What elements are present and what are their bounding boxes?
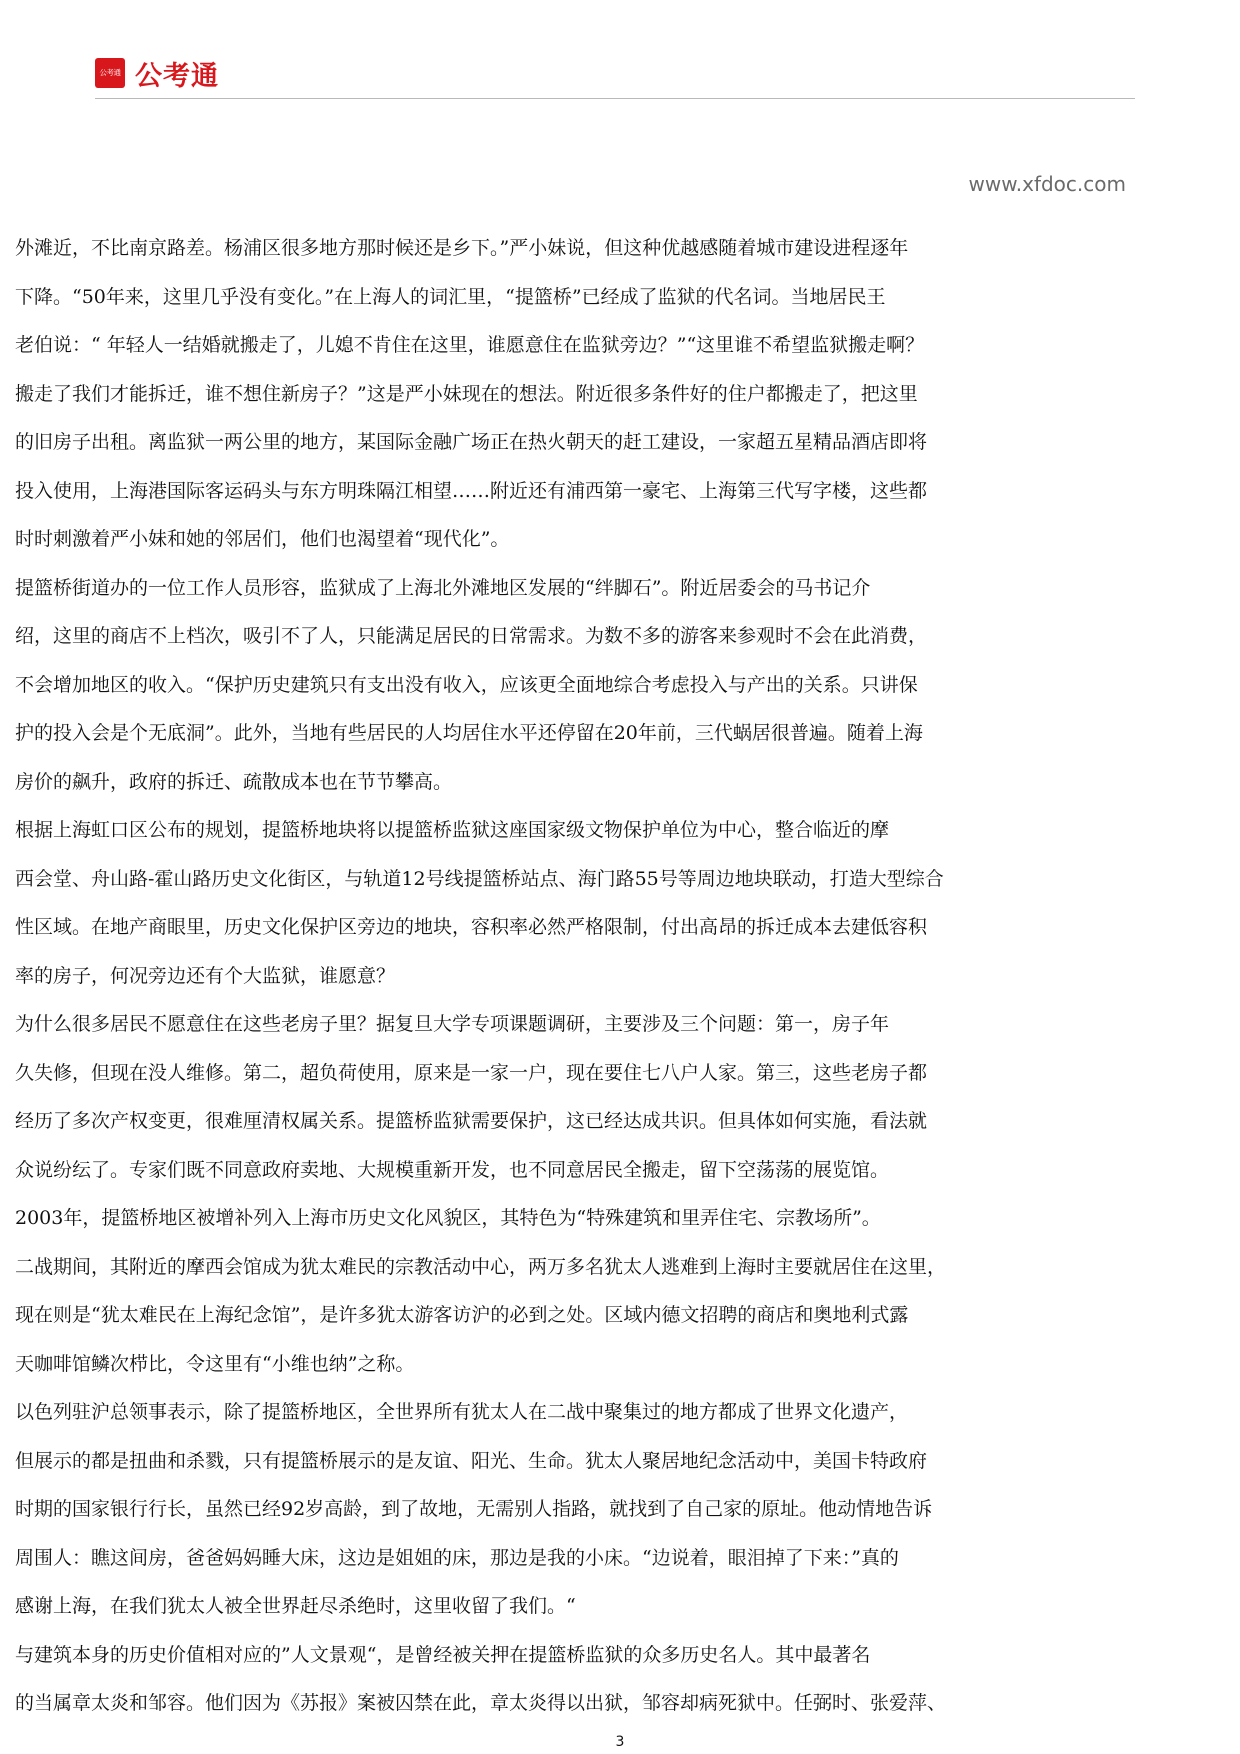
text-line: 现在则是“犹太难民在上海纪念馆”，是许多犹太游客访沪的必到之处。区域内德文招聘的商店和奥地利式露	[15, 1304, 909, 1326]
text-line: 二战期间，其附近的摩西会馆成为犹太难民的宗教活动中心，两万多名犹太人逃难到上海时主要就居住在这里，	[15, 1255, 947, 1278]
text-line: 众说纷纭了。专家们既不同意政府卖地、大规模重新开发，也不同意居民全搬走，留下空荡荡的展览馆。	[15, 1158, 890, 1181]
text-line: 天咖啡馆鳞次栉比，令这里有“小维也纳”之称。	[15, 1352, 415, 1375]
text-line: 时时刺激着严小妹和她的邻居们，他们也渴望着“现代化”。	[15, 528, 510, 550]
logo-icon: 公考通	[95, 58, 125, 88]
text-line: 时期的国家银行行长，虽然已经92岁高龄，到了故地，无需别人指路，就找到了自己家的原址。他动情地告诉	[15, 1498, 933, 1520]
page-header	[95, 58, 1135, 99]
text-line: 老伯说：“ 年轻人一结婚就搬走了，儿媳不肯住在这里，谁愿意住在监狱旁边？”“这里谁不希望监狱搬走啊？	[15, 334, 925, 356]
text-line: 与建筑本身的历史价值相对应的”人文景观“，是曾经被关押在提篮桥监狱的众多历史名人。其中最著名	[15, 1643, 871, 1666]
text-line: 投入使用，上海港国际客运码头与东方明珠隔江相望……附近还有浦西第一豪宅、上海第三代写字楼，这些都	[15, 479, 928, 502]
logo-text: 公考通	[135, 61, 219, 92]
text-line: 周围人：瞧这间房，爸爸妈妈睡大床，这边是姐姐的床，那边是我的小床。“边说着，眼泪掉了下来：”真的	[15, 1546, 899, 1569]
text-line: 搬走了我们才能拆迁，谁不想住新房子？”这是严小妹现在的想法。附近很多条件好的住户都搬走了，把这里	[15, 382, 918, 405]
text-line: 为什么很多居民不愿意住在这些老房子里？据复旦大学专项课题调研，主要涉及三个问题：第一，房子年	[15, 1013, 890, 1035]
text-line: 绍，这里的商店不上档次，吸引不了人，只能满足居民的日常需求。为数不多的游客来参观时不会在此消费，	[15, 625, 928, 647]
text-line: 的旧房子出租。离监狱一两公里的地方，某国际金融广场正在热火朝天的赶工建设，一家超五星精品酒店即将	[15, 431, 928, 453]
text-line: 以色列驻沪总领事表示，除了提篮桥地区，全世界所有犹太人在二战中聚集过的地方都成了世界文化遗产，	[15, 1401, 909, 1423]
text-line: 外滩近，不比南京路差。杨浦区很多地方那时候还是乡下。”严小妹说，但这种优越感随着城市建设进程逐年	[15, 237, 909, 259]
text-line: 率的房子，何况旁边还有个大监狱，谁愿意？	[15, 964, 396, 987]
text-line: 的当属章太炎和邹容。他们因为《苏报》案被囚禁在此，章太炎得以出狱，邹容却病死狱中。任弼时、张爱萍、	[15, 1692, 947, 1714]
text-line: 不会增加地区的收入。“保护历史建筑只有支出没有收入，应该更全面地综合考虑投入与产出的关系。只讲保	[15, 673, 918, 696]
text-line: 护的投入会是个无底洞”。此外，当地有些居民的人均居住水平还停留在20年前，三代蜗居很普遍。随着上海	[15, 722, 923, 744]
site-url: www.xfdoc.com	[968, 172, 1126, 196]
text-line: 根据上海虹口区公布的规划，提篮桥地块将以提篮桥监狱这座国家级文物保护单位为中心，整合临近的摩	[15, 819, 890, 841]
text-line: 但展示的都是扭曲和杀戮，只有提篮桥展示的是友谊、阳光、生命。犹太人聚居地纪念活动中，美国卡特政府	[15, 1449, 928, 1472]
text-line: 感谢上海，在我们犹太人被全世界赶尽杀绝时，这里收留了我们。“	[15, 1595, 576, 1617]
text-line: 房价的飙升，政府的拆迁、疏散成本也在节节攀高。	[15, 770, 453, 793]
document-body	[15, 224, 1125, 1728]
text-line: 久失修，但现在没人维修。第二，超负荷使用，原来是一家一户，现在要住七八户人家。第三，这些老房子都	[15, 1061, 928, 1084]
text-line: 下降。“50年来，这里几乎没有变化。”在上海人的词汇里，“提篮桥”已经成了监狱的代名词。当地居民王	[15, 285, 886, 308]
text-line: 提篮桥街道办的一位工作人员形容，监狱成了上海北外滩地区发展的“绊脚石”。附近居委会的马书记介	[15, 576, 871, 599]
text-line: 2003年，提篮桥地区被增补列入上海市历史文化风貌区，其特色为“特殊建筑和里弄住宅、宗教场所”。	[15, 1207, 881, 1229]
text-line: 经历了多次产权变更，很难厘清权属关系。提篮桥监狱需要保护，这已经达成共识。但具体如何实施，看法就	[15, 1110, 928, 1132]
text-line: 性区域。在地产商眼里，历史文化保护区旁边的地块，容积率必然严格限制，付出高昂的拆迁成本去建低容积	[15, 916, 928, 938]
page-number: 3	[615, 1734, 625, 1750]
text-line: 西会堂、舟山路-霍山路历史文化街区，与轨道12号线提篮桥站点、海门路55号等周边地块联动，打造大型综合	[15, 867, 944, 890]
